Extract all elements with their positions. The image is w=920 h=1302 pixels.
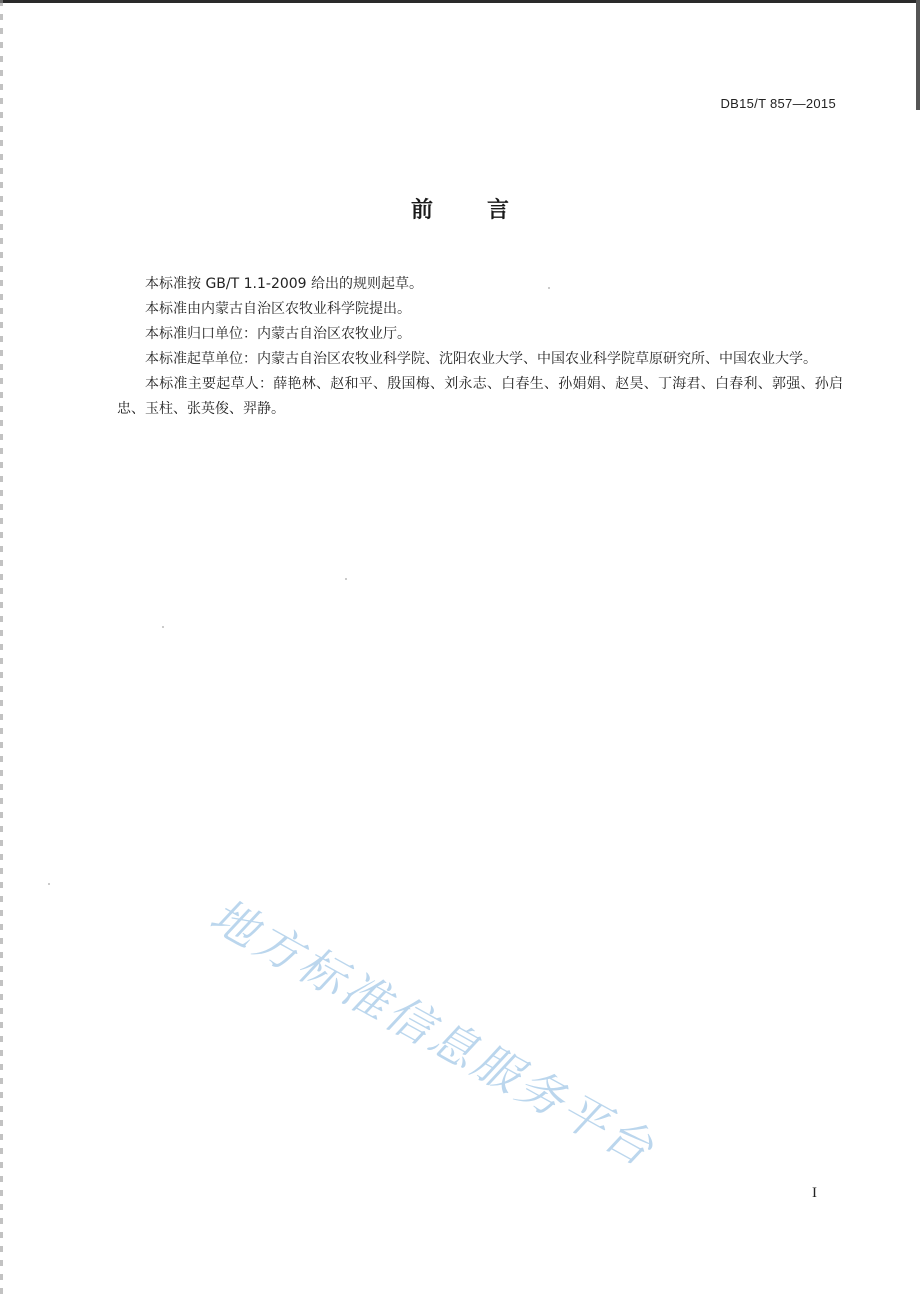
scan-speck xyxy=(162,626,164,628)
scan-speck xyxy=(548,287,550,289)
paragraph-proposer: 本标准由内蒙古自治区农牧业科学院提出。 xyxy=(145,301,411,317)
scan-speck xyxy=(345,578,347,580)
paragraph-responsible-unit: 本标准归口单位：内蒙古自治区农牧业厅。 xyxy=(145,326,411,342)
page-title-char-1: 前 xyxy=(410,198,433,223)
paragraph-drafters: 本标准主要起草人：薛艳林、赵和平、殷国梅、刘永志、白春生、孙娟娟、赵昊、丁海君、白春利、郭强、孙启忠、玉柱、张英俊、羿静。 xyxy=(117,376,843,417)
foreword-body xyxy=(117,272,843,422)
document-code: DB15/T 857—2015 xyxy=(720,96,836,111)
watermark: 地方标准信息服务平台 xyxy=(201,887,665,1178)
paragraph-drafting-rules: 本标准按 GB/T 1.1-2009 给出的规则起草。 xyxy=(145,276,424,292)
scan-right-edge xyxy=(916,0,920,110)
scan-speck xyxy=(48,883,50,885)
page-title xyxy=(0,193,920,224)
page-number: I xyxy=(812,1185,817,1201)
scan-top-edge xyxy=(0,0,920,3)
page-title-char-2: 言 xyxy=(487,198,510,223)
paragraph-drafting-units: 本标准起草单位：内蒙古自治区农牧业科学院、沈阳农业大学、中国农业科学院草原研究所、中国农业大学。 xyxy=(145,351,817,367)
